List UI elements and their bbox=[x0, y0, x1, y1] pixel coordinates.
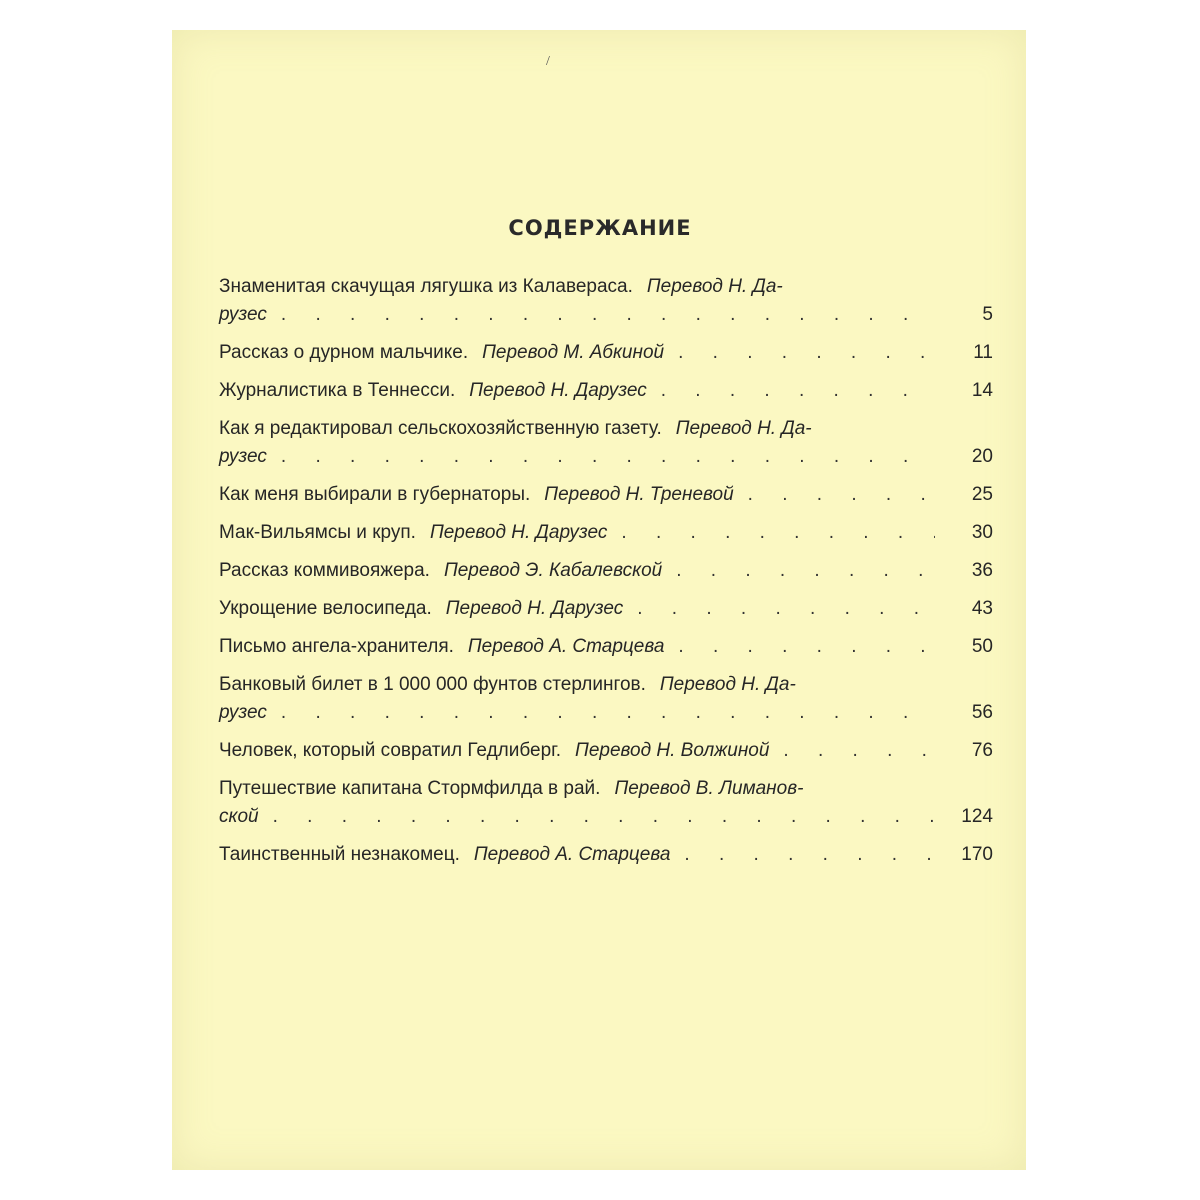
toc-page-number: 124 bbox=[961, 806, 993, 827]
toc-translator: Перевод Н. Треневой bbox=[544, 484, 734, 505]
toc-entry bbox=[219, 276, 993, 332]
toc-entry bbox=[219, 636, 993, 664]
toc-translator-continuation: рузес bbox=[219, 702, 267, 723]
toc-page-number: 14 bbox=[971, 380, 993, 401]
toc-entry bbox=[219, 598, 993, 626]
toc-work-title: Укрощение велосипеда. bbox=[219, 598, 432, 619]
toc-leader-dots bbox=[678, 636, 935, 658]
toc-translator: Перевод А. Старцева bbox=[473, 844, 671, 865]
toc-work-title: Таинственный незнакомец. bbox=[219, 844, 460, 865]
toc-leader-dots bbox=[637, 598, 935, 620]
toc-entry bbox=[219, 778, 993, 834]
toc-translator: Перевод А. Старцева bbox=[467, 636, 665, 657]
toc-page-number: 76 bbox=[971, 740, 993, 761]
page-title: СОДЕРЖАНИЕ bbox=[508, 216, 692, 240]
toc-work-title: Банковый билет в 1 000 000 фунтов стерлингов. bbox=[219, 674, 646, 695]
toc-work-title: Путешествие капитана Стормфилда в рай. bbox=[219, 778, 601, 799]
toc-entry bbox=[219, 380, 993, 408]
toc-translator-continuation: рузес bbox=[219, 446, 267, 467]
toc-work-title: Письмо ангела-хранителя. bbox=[219, 636, 454, 657]
toc-work-title: Рассказ о дурном мальчике. bbox=[219, 342, 469, 363]
toc-leader-dots bbox=[684, 844, 935, 866]
toc-page-number: 5 bbox=[982, 304, 993, 325]
toc-page-number: 30 bbox=[971, 522, 993, 543]
toc-work-title: Знаменитая скачущая лягушка из Калавераса. bbox=[219, 276, 633, 297]
toc-entry bbox=[219, 740, 993, 768]
toc-translator: Перевод Н. Дарузес bbox=[445, 598, 624, 619]
toc-work-title: Как меня выбирали в губернаторы. bbox=[219, 484, 531, 505]
toc-entry bbox=[219, 342, 993, 370]
toc-leader-dots bbox=[621, 522, 935, 544]
toc-leader-dots bbox=[783, 740, 935, 762]
toc-translator: Перевод Н. Дарузес bbox=[429, 522, 608, 543]
toc-leader-dots bbox=[676, 560, 935, 582]
toc-leader-dots bbox=[281, 702, 935, 724]
toc-translator: Перевод Н. Дарузес bbox=[469, 380, 647, 401]
toc-page-number: 56 bbox=[971, 702, 993, 723]
toc-page-number: 50 bbox=[971, 636, 993, 657]
toc-work-title: Как я редактировал сельскохозяйственную газету. bbox=[219, 418, 662, 439]
toc-entry bbox=[219, 560, 993, 588]
table-of-contents bbox=[219, 276, 993, 882]
toc-translator: Перевод Э. Кабалевской bbox=[443, 560, 663, 581]
toc-translator: Перевод В. Лиманов- bbox=[614, 778, 804, 799]
toc-translator: Перевод М. Абкиной bbox=[482, 342, 665, 363]
page-mark: / bbox=[546, 54, 550, 69]
toc-entry bbox=[219, 844, 993, 872]
toc-translator: Перевод Н. Да- bbox=[675, 418, 812, 439]
toc-page-number: 11 bbox=[973, 342, 993, 363]
toc-translator: Перевод Н. Да- bbox=[646, 276, 783, 297]
toc-entry bbox=[219, 674, 993, 730]
toc-leader-dots bbox=[661, 380, 935, 402]
toc-leader-dots bbox=[678, 342, 935, 364]
toc-entry bbox=[219, 418, 993, 474]
toc-page-number: 43 bbox=[971, 598, 993, 619]
toc-translator: Перевод Н. Волжиной bbox=[575, 740, 770, 761]
toc-work-title: Журналистика в Теннесси. bbox=[219, 380, 456, 401]
toc-work-title: Рассказ коммивояжера. bbox=[219, 560, 430, 581]
toc-translator-continuation: ской bbox=[219, 806, 259, 827]
toc-translator: Перевод Н. Да- bbox=[659, 674, 796, 695]
toc-entry bbox=[219, 522, 993, 550]
toc-page-number: 170 bbox=[961, 844, 993, 865]
toc-translator-continuation: рузес bbox=[219, 304, 267, 325]
toc-leader-dots bbox=[273, 806, 935, 828]
toc-page-number: 25 bbox=[971, 484, 993, 505]
toc-entry bbox=[219, 484, 993, 512]
toc-work-title: Мак-Вильямсы и круп. bbox=[219, 522, 416, 543]
toc-work-title: Человек, который совратил Гедлиберг. bbox=[219, 740, 562, 761]
toc-page-number: 20 bbox=[971, 446, 993, 467]
toc-leader-dots bbox=[281, 304, 935, 326]
toc-leader-dots bbox=[748, 484, 935, 506]
toc-page-number: 36 bbox=[971, 560, 993, 581]
toc-leader-dots bbox=[281, 446, 935, 468]
